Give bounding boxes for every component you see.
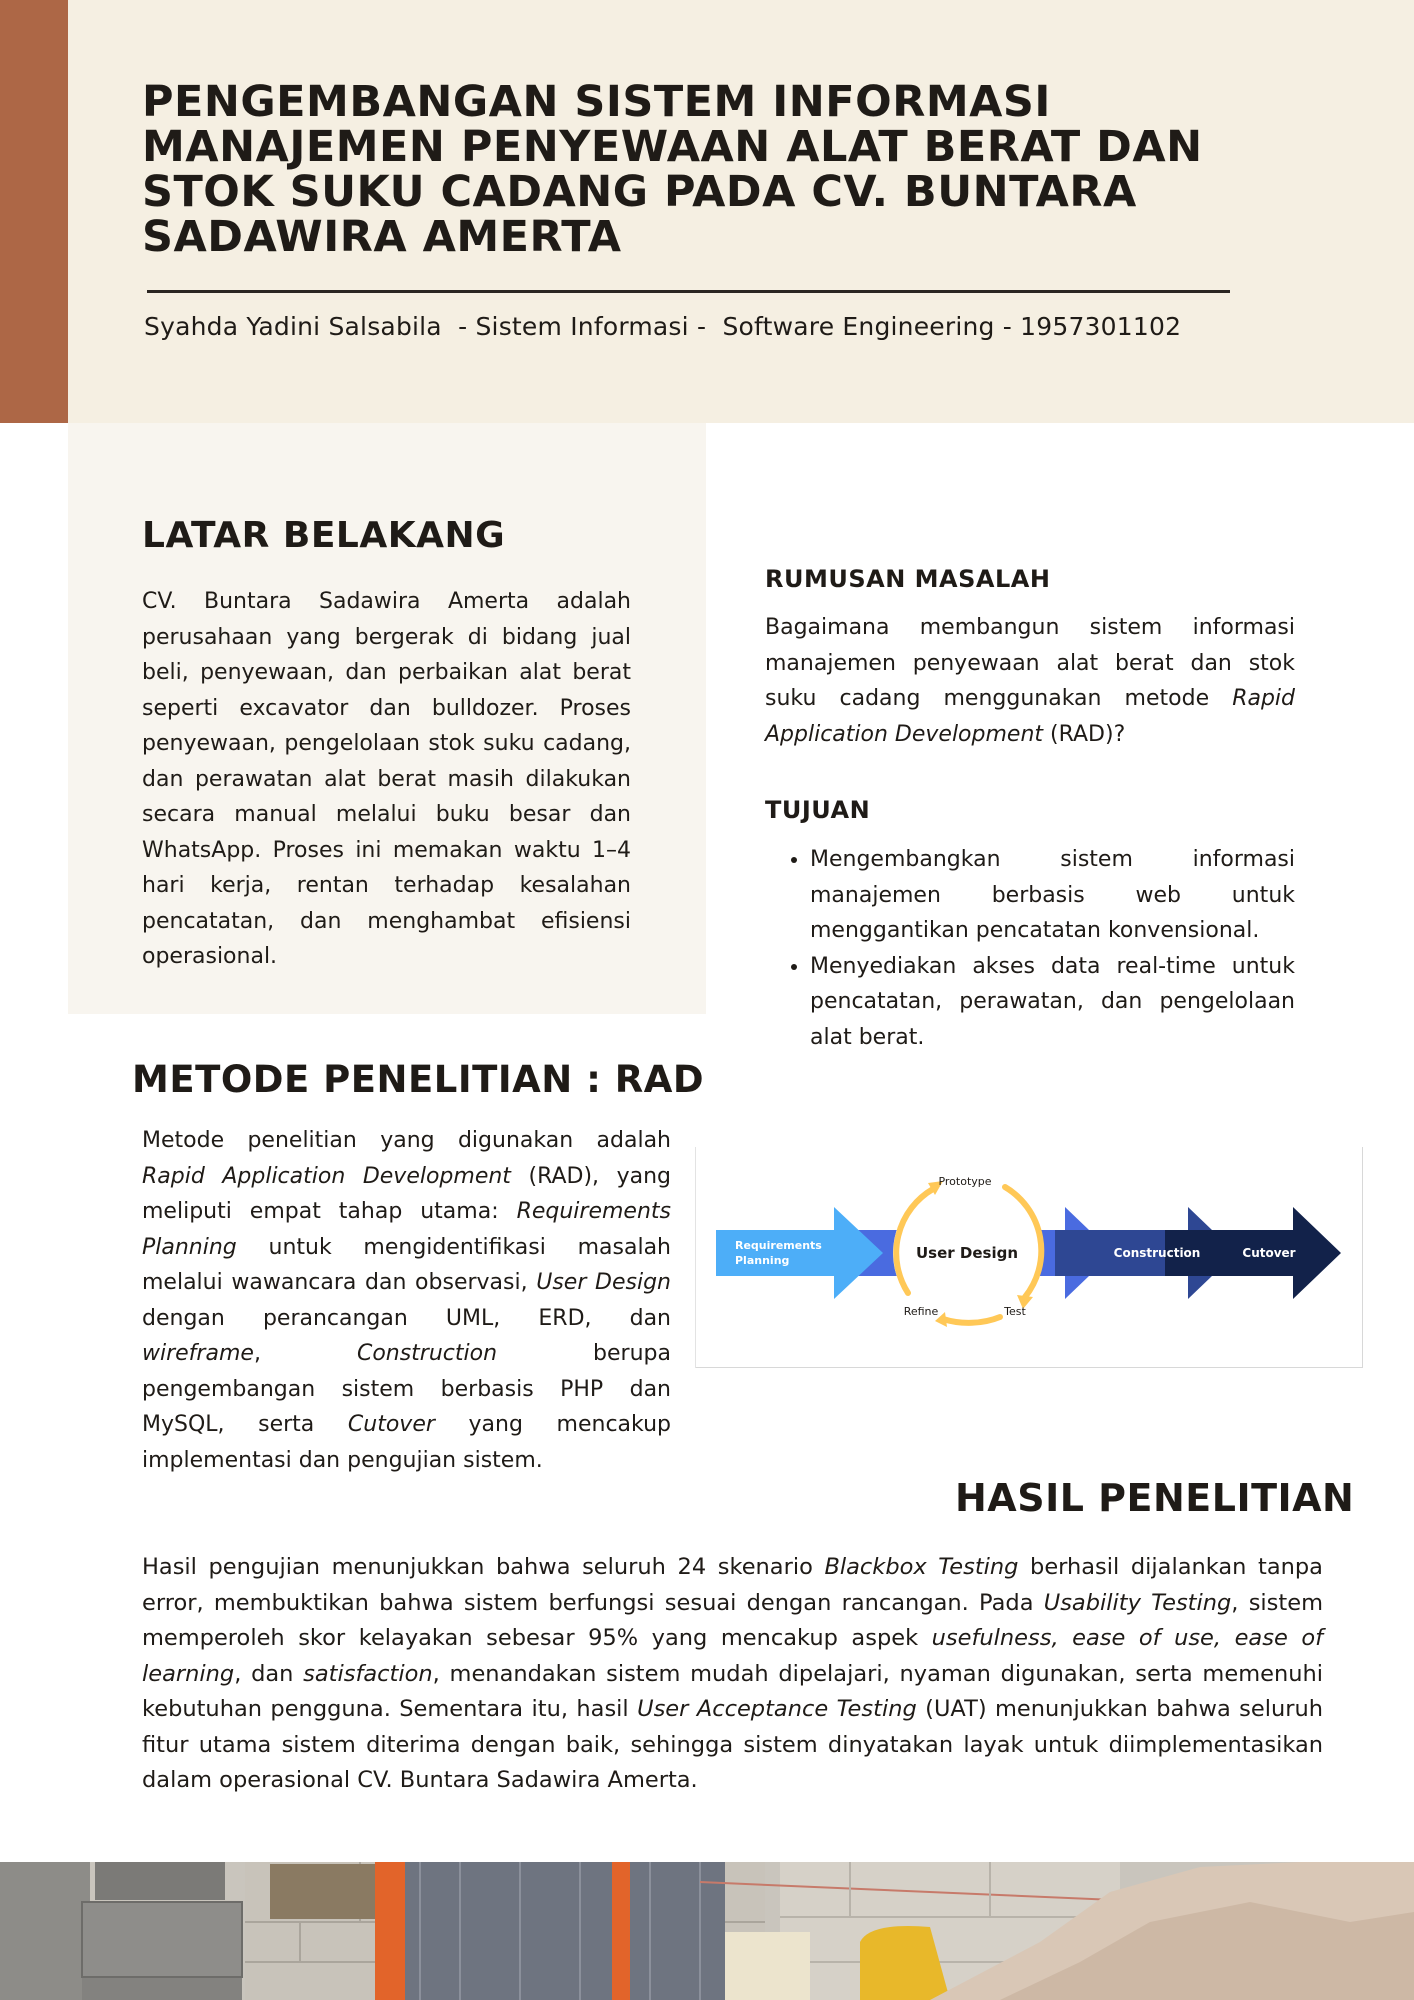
text-span: (RAD)? — [1043, 721, 1126, 747]
list-item: • Menyediakan akses data real-time untuk pencatatan, perawatan, dan pengelolaan alat berat. — [810, 949, 1295, 1056]
text-span: untuk mengidentifikasi masalah melalui wawancara dan observasi, — [142, 1234, 671, 1295]
text-span: dengan perancangan UML, ERD, dan — [142, 1305, 671, 1331]
italic-span: User Design — [536, 1270, 671, 1295]
title-line: SADAWIRA AMERTA — [142, 212, 622, 262]
cycle-label-test: Test — [1004, 1305, 1026, 1318]
hasil-text — [142, 1550, 1323, 1799]
italic-span: wireframe — [142, 1341, 254, 1366]
text-span: yang mencakup implementasi dan pengujian sistem. — [142, 1412, 671, 1473]
author-line: Syahda Yadini Salsabila - Sistem Informasi - Software Engineering - 1957301102 — [144, 312, 1182, 341]
poster-title — [142, 77, 1242, 262]
title-line: MANAJEMEN PENYEWAAN ALAT BERAT DAN — [142, 122, 1203, 172]
diagram-border — [695, 1147, 696, 1368]
text-span: , dan — [234, 1660, 304, 1687]
rumusan-masalah-heading: RUMUSAN MASALAH — [765, 565, 1051, 593]
accent-bar — [0, 0, 68, 423]
latar-belakang-heading: LATAR BELAKANG — [142, 515, 506, 556]
stage-label-construction: Construction — [1113, 1246, 1201, 1260]
italic-span: Blackbox Testing — [824, 1554, 1019, 1580]
rumusan-masalah-text — [765, 610, 1295, 752]
text-span: berupa pengembangan sistem berbasis PHP dan MySQL, serta — [142, 1341, 671, 1437]
hasil-heading: HASIL PENELITIAN — [955, 1476, 1355, 1520]
title-line: STOK SUKU CADANG PADA CV. BUNTARA — [142, 167, 1137, 217]
text-span: (RAD), yang meliputi empat tahap utama: — [142, 1163, 671, 1224]
italic-span: satisfaction — [303, 1660, 433, 1687]
list-item: • Mengembangkan sistem informasi manajemen berbasis web untuk menggantikan pencatatan konvensional. — [810, 842, 1295, 949]
metode-heading: METODE PENELITIAN : RAD — [132, 1058, 705, 1101]
text-span: Bagaimana membangun sistem informasi manajemen penyewaan alat berat dan stok suku cadang menggunakan metode — [765, 615, 1295, 711]
italic-span: Requirements Planning — [142, 1199, 671, 1260]
cycle-label-prototype: Prototype — [938, 1175, 992, 1188]
italic-span: usefulness, ease of use, ease of learning — [142, 1625, 1324, 1687]
rad-diagram — [695, 1147, 1363, 1368]
italic-span: Rapid Application Development — [142, 1163, 511, 1189]
metode-text — [142, 1123, 671, 1478]
rad-diagram-graphic — [695, 1147, 1363, 1368]
stage-label-cutover: Cutover — [1242, 1246, 1296, 1260]
tujuan-list — [765, 842, 1295, 1055]
text-span: Metode penelitian yang digunakan adalah — [142, 1128, 671, 1153]
latar-belakang-text: CV. Buntara Sadawira Amerta adalah perusahaan yang bergerak di bidang jual beli, penyewaan, dan perbaikan alat berat seperti excavator dan bulldozer. Proses penyewaan, pengelolaan stok suku cadang, dan perawatan alat berat masih dilakukan secara manual melalui buku besar dan WhatsApp. Proses ini memakan waktu 1–4 hari kerja, rentan terhadap kesalahan pencatatan, dan menghambat efisiensi operasional. — [142, 589, 631, 969]
stage-label-requirements: Requirements — [735, 1239, 822, 1252]
italic-span: Cutover — [347, 1412, 435, 1437]
text-span: , menandakan sistem mudah dipelajari, nyaman digunakan, serta memenuhi kebutuhan pengguna. Sementara itu, hasil — [142, 1660, 1323, 1722]
text-span: (UAT) menunjukkan bahwa seluruh fitur utama sistem diterima dengan baik, sehingga sistem dinyatakan layak untuk diimplementasikan dalam operasional CV. Buntara Sadawira Amerta. — [142, 1696, 1324, 1793]
italic-span: Rapid Application Development — [765, 686, 1295, 747]
italic-span: User Acceptance Testing — [637, 1696, 917, 1722]
tujuan-heading: TUJUAN — [765, 796, 871, 824]
cycle-label-refine: Refine — [903, 1305, 939, 1318]
text-span: berhasil dijalankan tanpa error, membuktikan bahwa sistem berfungsi sesuai dengan rancangan. Pada — [142, 1554, 1323, 1616]
italic-span: Construction — [356, 1341, 498, 1366]
stage-label-user-design: User Design — [915, 1244, 1019, 1262]
photo-graphic — [0, 1862, 1414, 2000]
construction-worker-photo — [0, 1862, 1414, 2000]
text-span: , sistem memperoleh skor kelayakan sebesar 95% yang mencakup aspek — [142, 1589, 1323, 1651]
text-span: , — [253, 1341, 357, 1366]
stage-label-planning: Planning — [735, 1254, 790, 1267]
title-line: PENGEMBANGAN SISTEM INFORMASI — [142, 77, 1051, 127]
italic-span: Usability Testing — [1043, 1589, 1232, 1616]
requirements-planning-arrow — [716, 1207, 883, 1299]
text-span: Hasil pengujian menunjukkan bahwa seluruh 24 skenario — [142, 1554, 825, 1580]
title-divider — [147, 290, 1230, 293]
